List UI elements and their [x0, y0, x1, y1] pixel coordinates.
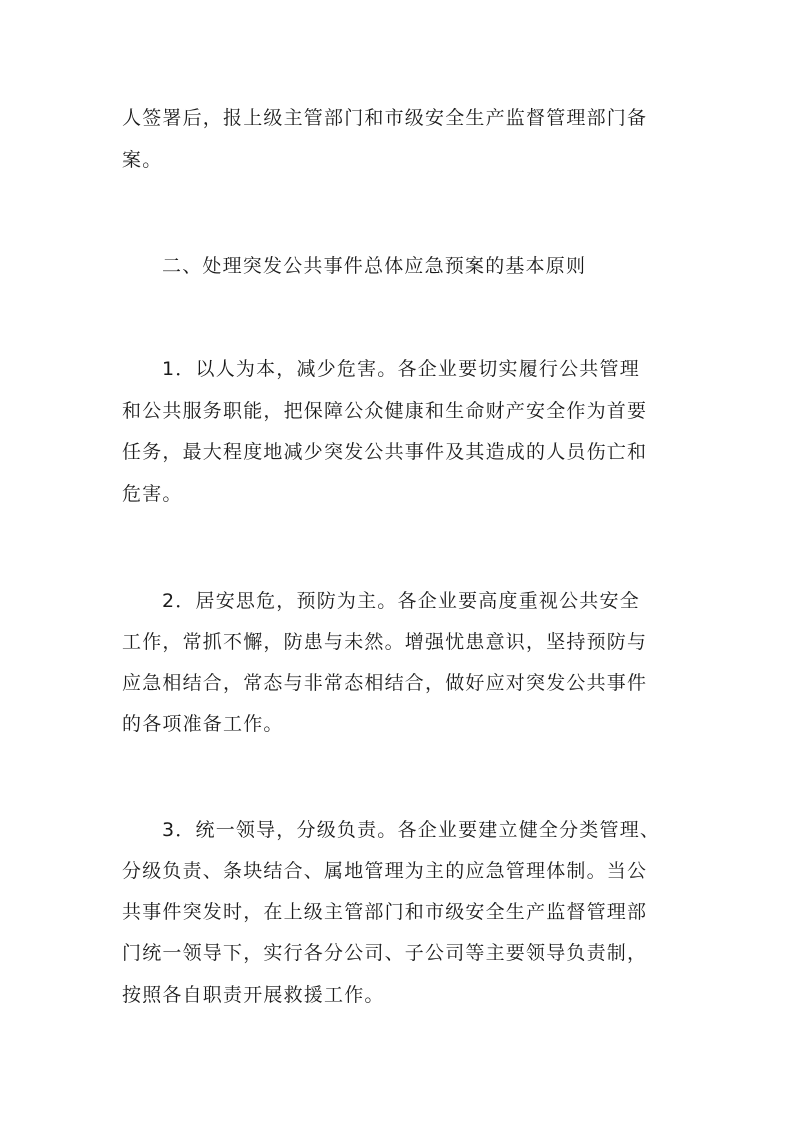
text-line: 3．统一领导，分级负责。各企业要建立健全分类管理、 [162, 819, 661, 841]
text-line: 共事件突发时，在上级主管部门和市级安全生产监督管理部 [122, 901, 648, 923]
text-line: 危害。 [122, 483, 183, 505]
text-line: 任务，最大程度地减少突发公共事件及其造成的人员伤亡和 [122, 441, 648, 463]
text-line: 1．以人为本，减少危害。各企业要切实履行公共管理 [162, 358, 640, 380]
text-line: 的各项准备工作。 [122, 713, 284, 735]
text-line: 分级负责、条块结合、属地管理为主的应急管理体制。当公 [122, 860, 648, 882]
text-line: 工作，常抓不懈，防患与未然。增强忧患意识，坚持预防与 [122, 631, 648, 653]
text-line: 应急相结合，常态与非常态相结合，做好应对突发公共事件 [122, 672, 648, 694]
text-line: 人签署后，报上级主管部门和市级安全生产监督管理部门备 [122, 107, 648, 129]
text-line: 案。 [122, 149, 163, 171]
text-line: 门统一领导下，实行各分公司、子公司等主要领导负责制， [122, 942, 648, 964]
text-line: 按照各自职责开展救援工作。 [122, 984, 385, 1006]
text-line: 2．居安思危，预防为主。各企业要高度重视公共安全 [162, 590, 640, 612]
section-heading: 二、处理突发公共事件总体应急预案的基本原则 [162, 255, 587, 277]
text-line: 和公共服务职能，把保障公众健康和生命财产安全作为首要 [122, 400, 648, 422]
